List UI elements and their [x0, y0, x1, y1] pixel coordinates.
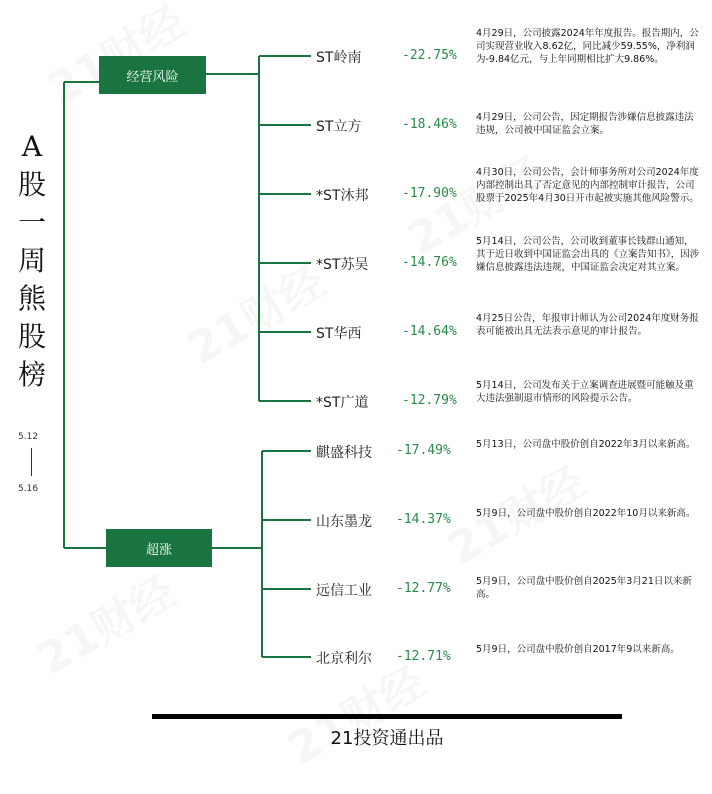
category-risk: 经营风险 [99, 56, 206, 94]
date-end: 5.16 [18, 484, 39, 494]
stock-change: -14.64% [402, 324, 457, 339]
stock-note: 5月9日，公司盘中股价创自2017年9以来新高。 [476, 644, 680, 655]
stock-note: 5月14日，公司发布关于立案调查进展暨可能触及重大违法强制退市情形的风险提示公告。 [476, 380, 694, 404]
stock-note: 5月9日，公司盘中股价创自2025年3月21日以来新高。 [476, 576, 692, 600]
stock-change: -14.37% [396, 512, 451, 527]
stock-change: -18.46% [402, 117, 457, 132]
stock-name: ST立方 [316, 119, 362, 135]
title-char: A [21, 130, 43, 163]
stock-name: 山东墨龙 [316, 514, 372, 530]
stock-note: 4月25日公告，年报审计师认为公司2024年度财务报表可能被出具无法表示意见的审计报告。 [476, 313, 699, 337]
title-char: 周 [17, 244, 46, 277]
stock-change: -17.49% [396, 443, 451, 458]
footer-credit: 21投资通出品 [330, 728, 444, 749]
category-surge: 超涨 [106, 529, 212, 567]
stock-note: 4月30日，公司公告，会计师事务所对公司2024年度内部控制出具了否定意见的内部控制审计报告，公司股票于2025年4月30日开市起被实施其他风险警示。 [476, 167, 699, 204]
stock-change: -12.79% [402, 393, 457, 408]
stock-name: *ST苏吴 [316, 257, 369, 273]
stock-change: -12.77% [396, 581, 451, 596]
stock-note: 5月14日，公司公告，公司收到董事长钱群山通知，其于近日收到中国证监会出具的《立案告知书》，因涉嫌信息披露违法违规，中国证监会决定对其立案。 [476, 236, 700, 273]
stock-name: 麒盛科技 [316, 445, 372, 461]
stock-change: -17.90% [402, 186, 457, 201]
stock-name: 北京利尔 [316, 651, 372, 667]
title-char: 熊 [17, 282, 46, 315]
stock-change: -22.75% [402, 48, 457, 63]
footer-divider [152, 714, 622, 719]
date-start: 5.12 [18, 432, 39, 442]
stock-change: -12.71% [396, 649, 451, 664]
stock-change: -14.76% [402, 255, 457, 270]
title-char: 股 [17, 168, 46, 201]
stock-name: 远信工业 [316, 583, 372, 599]
stock-note: 5月13日，公司盘中股价创自2022年3月以来新高。 [476, 439, 696, 450]
stock-name: ST岭南 [316, 50, 362, 66]
stock-note: 4月29日，公司公告，因定期报告涉嫌信息披露违法违规，公司被中国证监会立案。 [476, 112, 694, 136]
stock-note: 4月29日，公司披露2024年年度报告。报告期内，公司实现营业收入8.62亿，同比减少59.55%，净利润为-9.84亿元，与上年同期相比扩大9.86%。 [476, 28, 699, 65]
title-char: 榜 [17, 358, 46, 391]
stock-name: *ST沐邦 [316, 188, 369, 204]
title-char: 股 [17, 320, 46, 353]
stock-note: 5月9日，公司盘中股价创自2022年10月以来新高。 [476, 508, 696, 519]
stock-name: *ST广道 [316, 395, 369, 411]
stock-name: ST华西 [316, 326, 362, 342]
title-char: 一 [17, 206, 46, 239]
